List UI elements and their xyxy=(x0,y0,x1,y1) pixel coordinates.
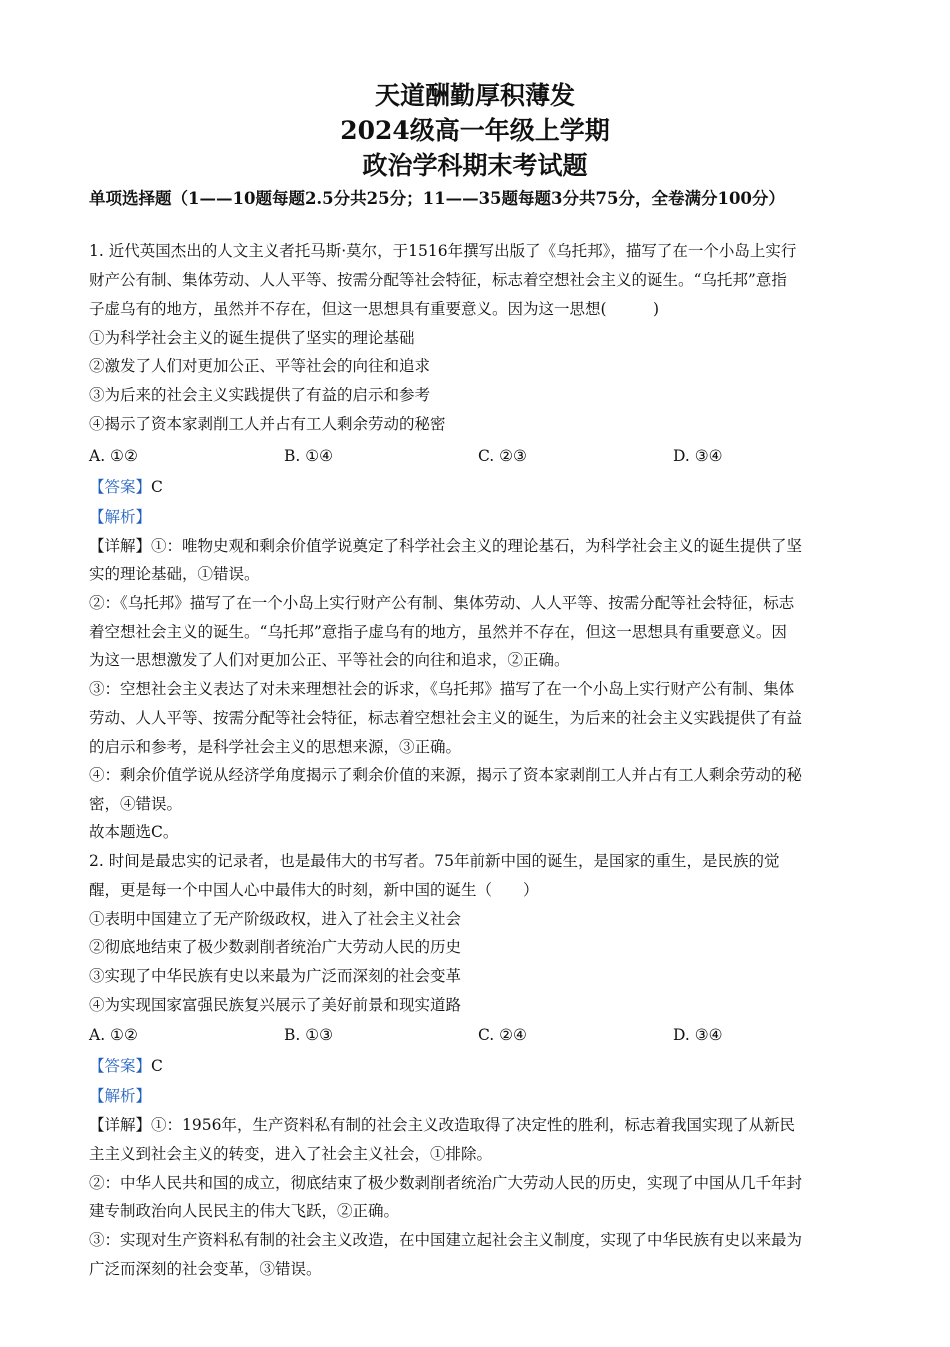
q2-detail-line: 建专制政治向人民民主的伟大飞跃，②正确。 xyxy=(89,1202,400,1220)
q1-answer xyxy=(89,476,163,498)
q2-option-b: B. ①③ xyxy=(284,1026,334,1044)
q1-stem-line: 财产公有制、集体劳动、人人平等、按需分配等社会特征，标志着空想社会主义的诞生。“乌托邦”意指 xyxy=(89,271,787,289)
header-grade: 2024级高一年级上学期 xyxy=(340,116,610,145)
q1-detail-line: ④：剩余价值学说从经济学角度揭示了剩余价值的来源，揭示了资本家剥削工人并占有工人剩余劳动的秘 xyxy=(89,766,803,784)
q1-option-d: D. ③④ xyxy=(673,447,723,465)
q2-analysis-tag: 【解析】 xyxy=(89,1087,152,1105)
q1-detail-line: 的启示和参考，是科学社会主义的思想来源，③正确。 xyxy=(89,738,462,756)
answer-tag: 【答案】 xyxy=(89,478,152,496)
q1-detail-line: 劳动、人人平等、按需分配等社会特征，标志着空想社会主义的诞生，为后来的社会主义实践提供了有益 xyxy=(89,709,803,727)
header-motto: 天道酬勤厚积薄发 xyxy=(374,81,575,110)
q1-detail-line: 【详解】①：唯物史观和剩余价值学说奠定了科学社会主义的理论基石，为科学社会主义的诞生提供了坚 xyxy=(89,537,803,555)
q2-item: ④为实现国家富强民族复兴展示了美好前景和现实道路 xyxy=(89,996,462,1014)
q1-detail-line: 密，④错误。 xyxy=(89,795,183,813)
q2-detail-line: ③：实现对生产资料私有制的社会主义改造，在中国建立起社会主义制度，实现了中华民族有史以来最为 xyxy=(89,1231,803,1249)
q2-answer xyxy=(89,1055,163,1077)
answer-value: C xyxy=(151,1057,163,1075)
q2-item: ①表明中国建立了无产阶级政权，进入了社会主义社会 xyxy=(89,910,462,928)
q1-item: ②激发了人们对更加公正、平等社会的向往和追求 xyxy=(89,357,431,375)
q1-analysis-tag: 【解析】 xyxy=(89,508,152,526)
q1-stem-line: 子虚乌有的地方，虽然并不存在，但这一思想具有重要意义。因为这一思想( ) xyxy=(89,300,660,318)
answer-tag: 【答案】 xyxy=(89,1057,152,1075)
header-subject: 政治学科期末考试题 xyxy=(362,151,588,180)
q2-detail-line: 主主义到社会主义的转变，进入了社会主义社会，①排除。 xyxy=(89,1145,493,1163)
q1-option-a: A. ①② xyxy=(89,447,138,465)
q2-detail-line: ②：中华人民共和国的成立，彻底结束了极少数剥削者统治广大劳动人民的历史，实现了中国从几千年封 xyxy=(89,1174,803,1192)
q1-item: ④揭示了资本家剥削工人并占有工人剩余劳动的秘密 xyxy=(89,415,446,433)
answer-value: C xyxy=(151,478,163,496)
q1-option-c: C. ②③ xyxy=(478,447,527,465)
q1-item: ①为科学社会主义的诞生提供了坚实的理论基础 xyxy=(89,329,415,347)
q1-detail-line: 实的理论基础，①错误。 xyxy=(89,565,260,583)
q2-stem-line: 醒，更是每一个中国人心中最伟大的时刻，新中国的诞生（ ） xyxy=(89,881,539,899)
q1-detail-line: 着空想社会主义的诞生。“乌托邦”意指子虚乌有的地方，虽然并不存在，但这一思想具有重要意义。因 xyxy=(89,623,787,641)
q1-option-b: B. ①④ xyxy=(284,447,334,465)
q2-item: ③实现了中华民族有史以来最为广泛而深刻的社会变革 xyxy=(89,967,462,985)
q2-option-c: C. ②④ xyxy=(478,1026,527,1044)
q1-detail-line: ②：《乌托邦》描写了在一个小岛上实行财产公有制、集体劳动、人人平等、按需分配等社会特征，标志 xyxy=(89,594,795,612)
q2-detail-line: 广泛而深刻的社会变革，③错误。 xyxy=(89,1260,322,1278)
q2-detail-line: 【详解】①：1956年，生产资料私有制的社会主义改造取得了决定性的胜利，标志着我国实现了从新民 xyxy=(89,1116,795,1134)
q1-detail-line: ③：空想社会主义表达了对未来理想社会的诉求，《乌托邦》描写了在一个小岛上实行财产公有制、集体 xyxy=(89,680,795,698)
q1-item: ③为后来的社会主义实践提供了有益的启示和参考 xyxy=(89,386,431,404)
q2-option-d: D. ③④ xyxy=(673,1026,723,1044)
q1-conclusion: 故本题选C。 xyxy=(89,823,179,841)
q1-detail-line: 为这一思想激发了人们对更加公正、平等社会的向往和追求，②正确。 xyxy=(89,651,570,669)
q2-item: ②彻底地结束了极少数剥削者统治广大劳动人民的历史 xyxy=(89,938,462,956)
section-title: 单项选择题（1——10题每题2.5分共25分；11——35题每题3分共75分，全卷满分100分） xyxy=(89,189,785,208)
q2-option-a: A. ①② xyxy=(89,1026,138,1044)
q1-stem-line: 1. 近代英国杰出的人文主义者托马斯·莫尔，于1516年撰写出版了《乌托邦》，描写了在一个小岛上实行 xyxy=(89,242,797,260)
q2-stem-line: 2. 时间是最忠实的记录者，也是最伟大的书写者。75年前新中国的诞生，是国家的重生，是民族的觉 xyxy=(89,852,780,870)
